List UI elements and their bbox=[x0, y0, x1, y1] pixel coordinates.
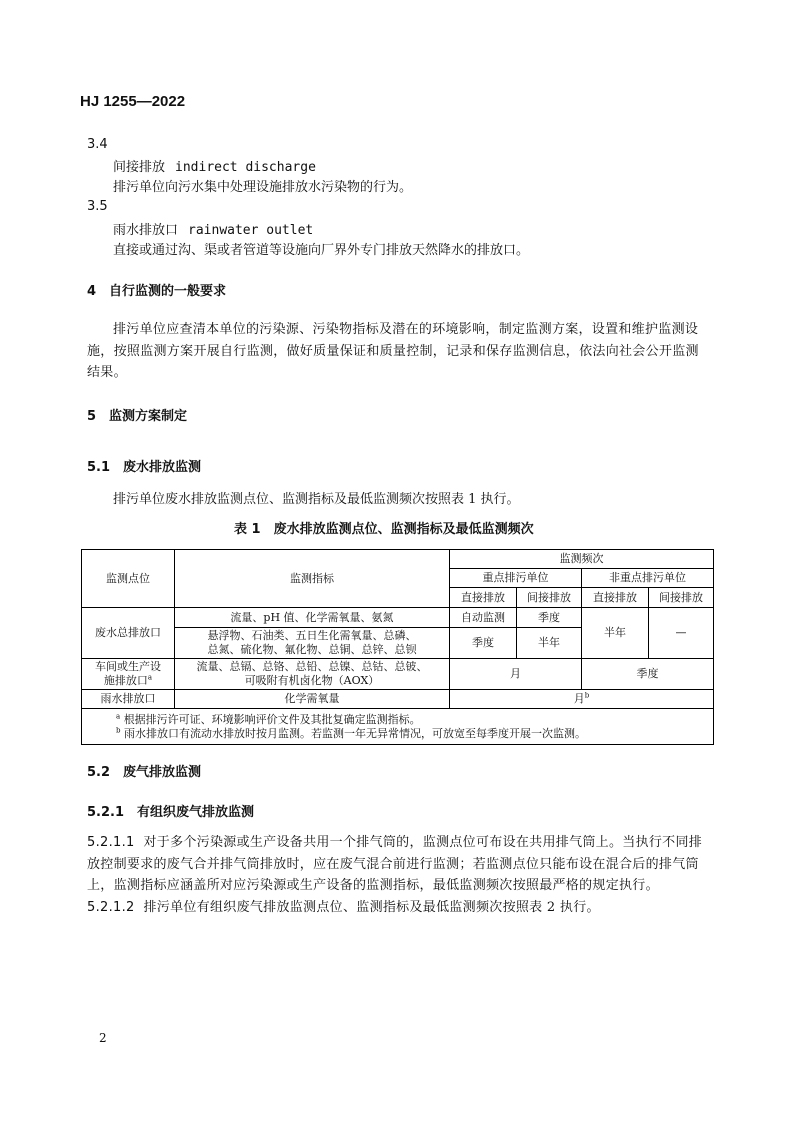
header-point: 监测点位 bbox=[82, 550, 175, 608]
cell-workshop-ind-line1: 流量、总镉、总铬、总铅、总镍、总钴、总铍、 bbox=[196, 660, 428, 673]
table-notes bbox=[82, 709, 714, 745]
note-b: $^b$ 雨水排放口有流动水排放时按月监测。若监测一年无异常情况，可放宽至每季度开展一次监测。 bbox=[116, 725, 586, 740]
term-cn: 间接排放 bbox=[113, 160, 166, 175]
header-nonkey-unit: 非重点排污单位 bbox=[582, 569, 714, 588]
clause-5-2-1-1 bbox=[87, 832, 709, 897]
footnote-ref-a: a bbox=[147, 673, 153, 682]
section-5-heading: 5 监测方案制定 bbox=[87, 409, 188, 424]
cell-a-indirect: 季度 bbox=[517, 608, 582, 628]
header-indicator: 监测指标 bbox=[175, 550, 450, 608]
term-en: indirect discharge bbox=[175, 160, 316, 175]
definition-3-5: 直接或通过沟、渠或者管道等设施向厂界外专门排放天然降水的排放口。 bbox=[113, 243, 530, 258]
cell-indicator-a: 流量、pH 值、化学需氧量、氨氮 bbox=[175, 608, 450, 628]
cell-workshop-line1: 车间或生产设 bbox=[95, 660, 161, 673]
cell-indicator-b-line1: 悬浮物、石油类、五日生化需氧量、总磷、 bbox=[207, 629, 417, 642]
cell-nonkey-direct: 半年 bbox=[582, 608, 649, 659]
note-a: $^a$ 根据排污许可证、环境影响评价文件及其批复确定监测指标。 bbox=[116, 711, 421, 726]
cell-rain-indicator: 化学需氧量 bbox=[175, 690, 450, 709]
section-5-1-paragraph: 排污单位废水排放监测点位、监测指标及最低监测频次按照表 1 执行。 bbox=[113, 492, 520, 507]
cell-a-direct: 自动监测 bbox=[450, 608, 517, 628]
cell-b-indirect: 半年 bbox=[517, 628, 582, 659]
cell-rain-frequency: 月$^b$ bbox=[450, 690, 714, 709]
cell-workshop-nonkey: 季度 bbox=[582, 659, 714, 690]
table-1 bbox=[81, 549, 714, 745]
cell-workshop-indicator bbox=[175, 659, 450, 690]
header-key-indirect: 间接排放 bbox=[517, 588, 582, 608]
cell-total-outlet: 废水总排放口 bbox=[82, 608, 175, 659]
header-nonkey-direct: 直接排放 bbox=[582, 588, 649, 608]
clause-5-2-1-2 bbox=[87, 897, 709, 919]
clause-number: 5.2.1.2 bbox=[87, 900, 135, 915]
cell-workshop-line2: 施排放口$^a$ bbox=[103, 673, 153, 687]
section-5-1-heading: 5.1 废水排放监测 bbox=[87, 460, 202, 475]
header-key-direct: 直接排放 bbox=[450, 588, 517, 608]
cell-indicator-b-line2: 总氮、硫化物、氟化物、总铜、总锌、总钡 bbox=[207, 643, 417, 656]
cell-nonkey-indirect: — bbox=[649, 608, 714, 659]
cell-b-direct: 季度 bbox=[450, 628, 517, 659]
header-frequency: 监测频次 bbox=[450, 550, 714, 569]
cell-workshop-outlet bbox=[82, 659, 175, 690]
standard-code: HJ 1255—2022 bbox=[80, 93, 186, 110]
cell-workshop-key: 月 bbox=[450, 659, 582, 690]
cell-rain-outlet: 雨水排放口 bbox=[82, 690, 175, 709]
section-5-2-heading: 5.2 废气排放监测 bbox=[87, 765, 202, 780]
section-4-heading: 4 自行监测的一般要求 bbox=[87, 284, 227, 299]
term-cn: 雨水排放口 bbox=[113, 223, 179, 238]
footnote-ref-b: b bbox=[584, 691, 590, 700]
section-4-paragraph: 排污单位应查清本单位的污染源、污染物指标及潜在的环境影响，制定监测方案，设置和维护监测设施，按照监测方案开展自行监测，做好质量保证和质量控制，记录和保存监测信息，依法向社会公开监测结果。 bbox=[87, 322, 699, 380]
section-5-2-1-heading: 5.2.1 有组织废气排放监测 bbox=[87, 805, 255, 820]
term-3-4 bbox=[113, 156, 316, 175]
clause-text: 对于多个污染源或生产设备共用一个排气筒的，监测点位可布设在共用排气筒上。当执行不同排放控制要求的废气合并排气筒排放时，应在废气混合前进行监测；若监测点位只能布设在混合后的排气筒上，监测指标应涵盖所对应污染源或生产设备的监测指标，最低监测频次按照最严格的规定执行。 bbox=[87, 835, 703, 893]
table-1-caption: 表 1 废水排放监测点位、监测指标及最低监测频次 bbox=[234, 522, 534, 537]
header-key-unit: 重点排污单位 bbox=[450, 569, 582, 588]
clause-number-3-5: 3.5 bbox=[87, 199, 108, 214]
page-number: 2 bbox=[99, 1031, 107, 1045]
cell-workshop-ind-line2: 可吸附有机卤化物（AOX） bbox=[244, 674, 380, 687]
cell-indicator-b bbox=[175, 628, 450, 659]
term-3-5 bbox=[113, 219, 313, 238]
header-nonkey-indirect: 间接排放 bbox=[649, 588, 714, 608]
clause-number-3-4: 3.4 bbox=[87, 137, 108, 152]
term-en: rainwater outlet bbox=[188, 223, 314, 238]
definition-3-4: 排污单位向污水集中处理设施排放水污染物的行为。 bbox=[113, 180, 413, 195]
clause-text: 排污单位有组织废气排放监测点位、监测指标及最低监测频次按照表 2 执行。 bbox=[143, 900, 600, 915]
clause-number: 5.2.1.1 bbox=[87, 835, 135, 850]
